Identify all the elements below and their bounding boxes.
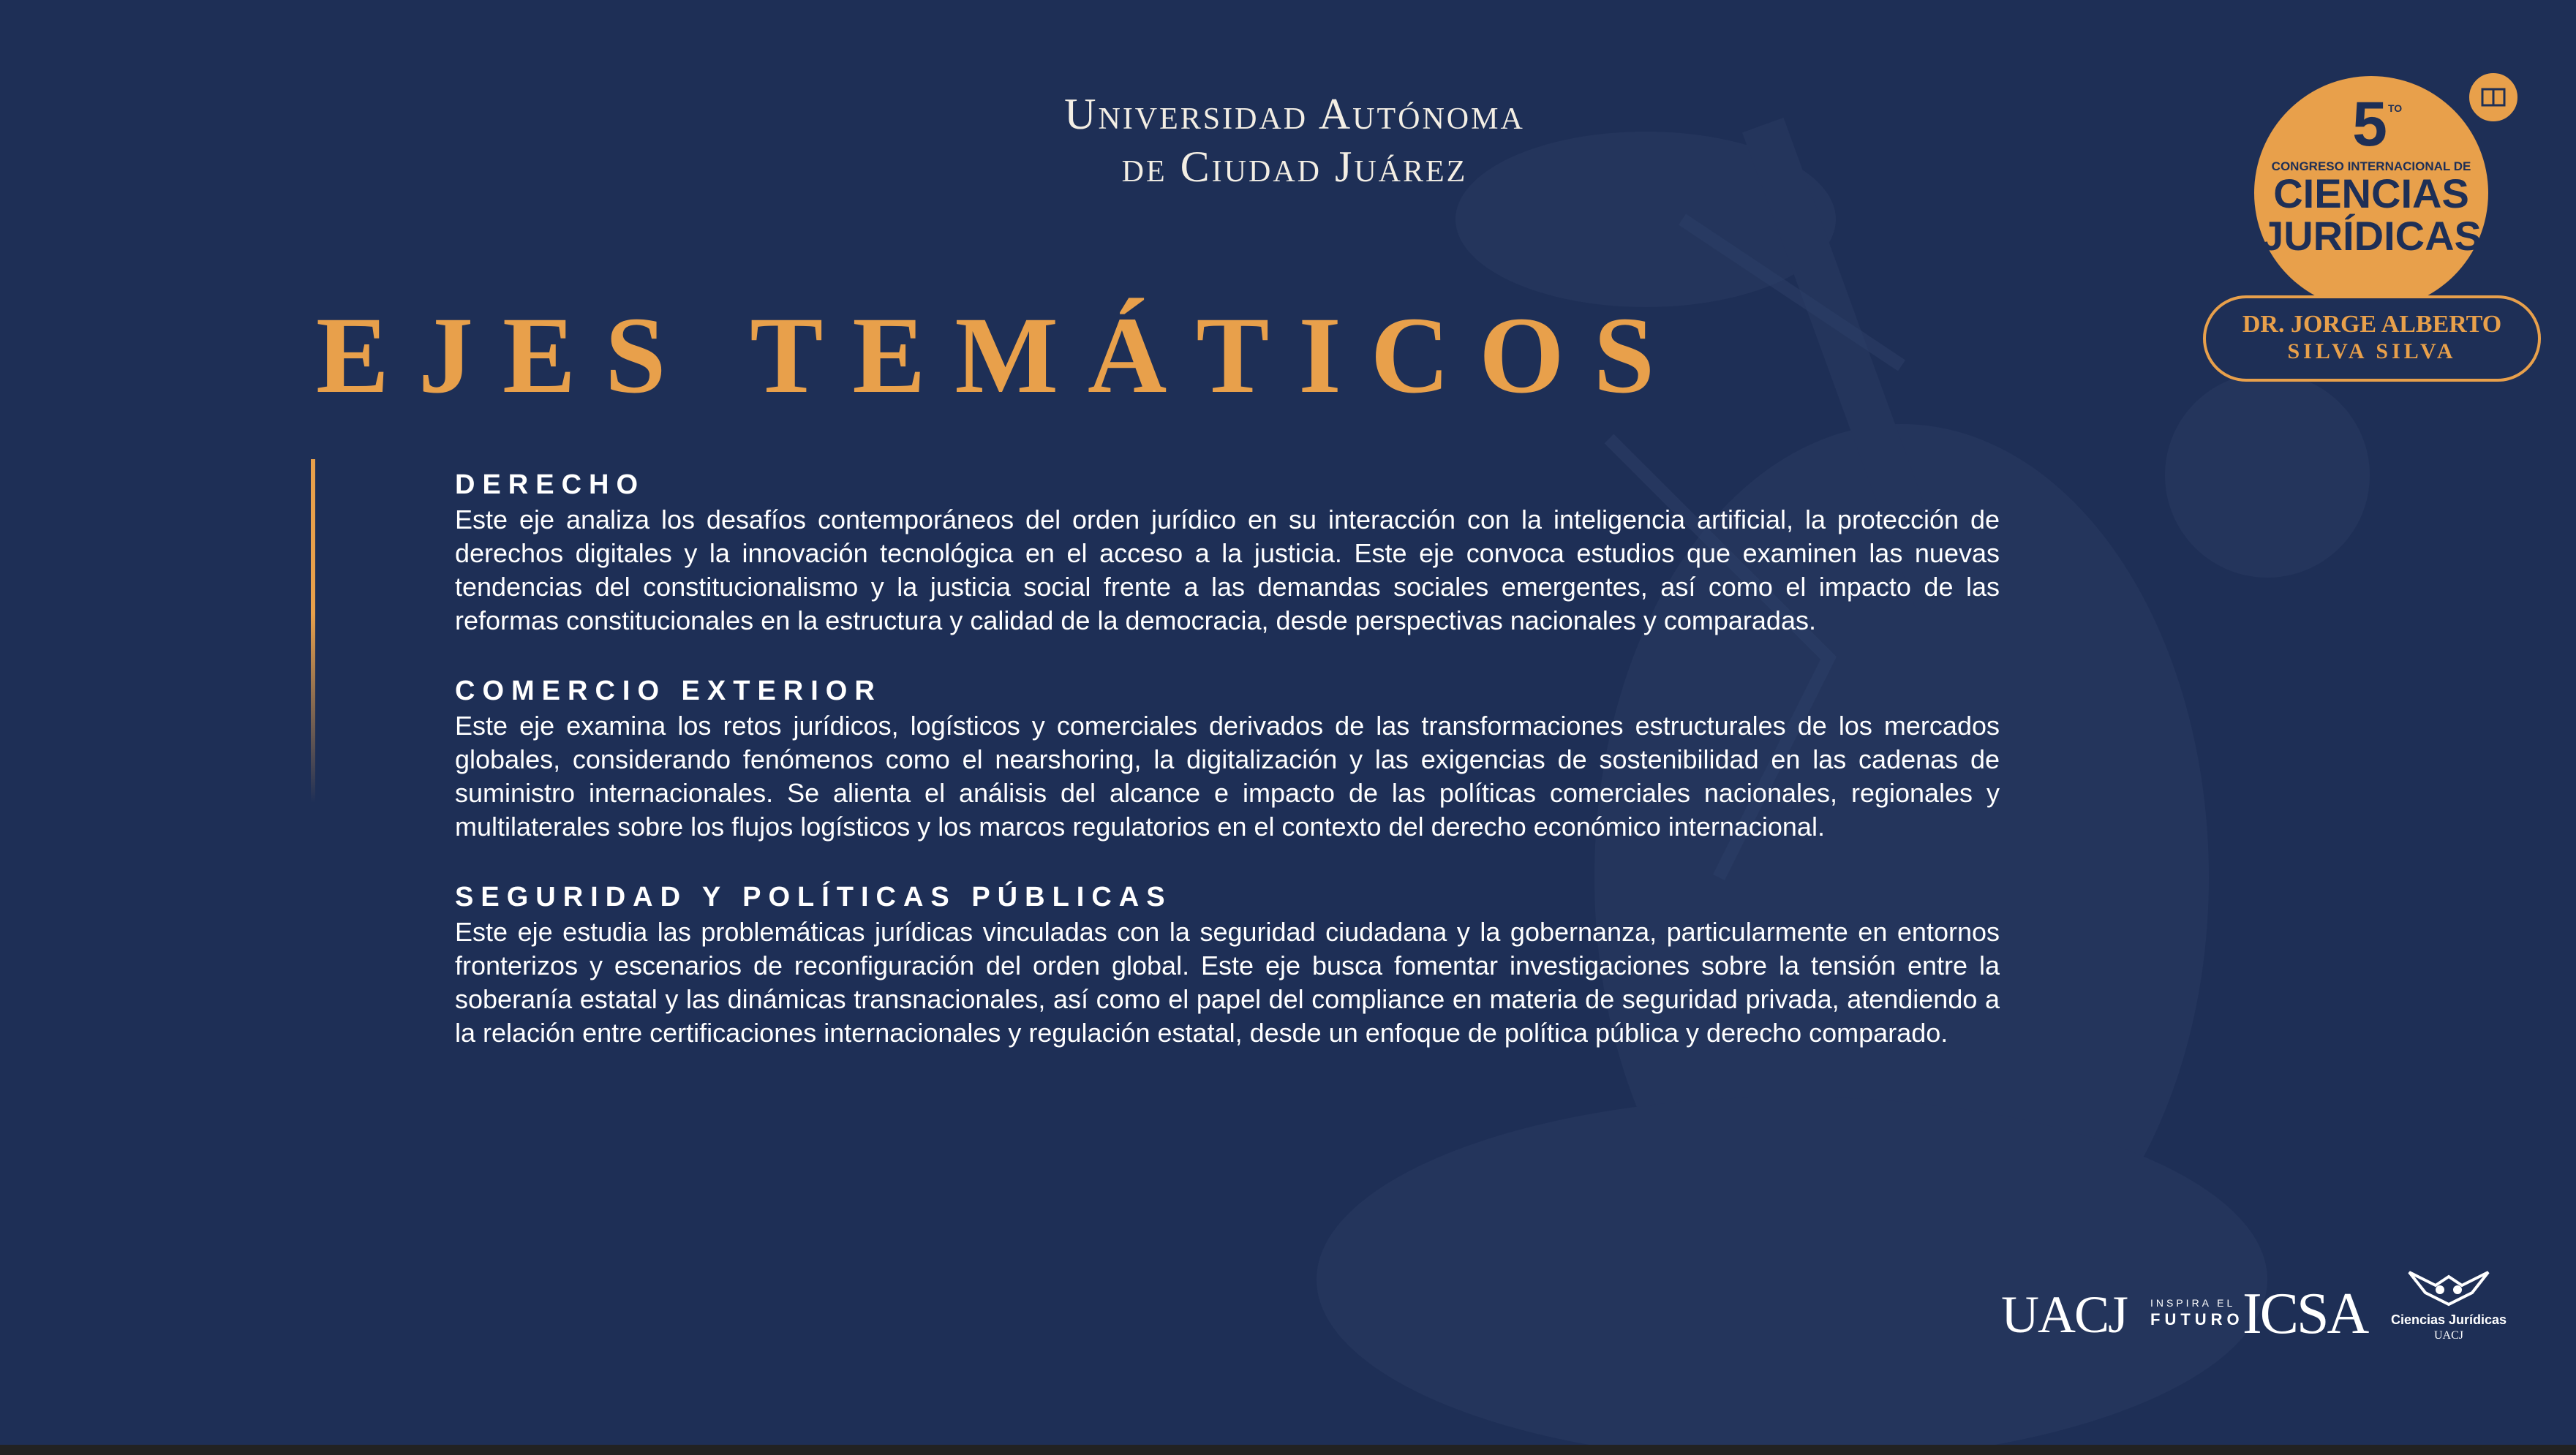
- badge-title: [2245, 170, 2497, 259]
- axis-title: DERECHO: [455, 469, 646, 500]
- uacj-logo: UACJ: [2001, 1285, 2128, 1344]
- uacj-tagline-line2: FUTURO: [2150, 1310, 2244, 1329]
- axis-description: Este eje analiza los desafíos contemporáneos del orden jurídico en su interacción con la inteligencia artificial, la protección de derechos digitales y la innovación tecnológica en el acceso a la justicia. Este eje convoca estudios que examinen las nuevas tendencias del constitucionalismo y la justicia social frente a las demandas sociales emergentes, así como el impacto de las reformas constitucionales en la estructura y calidad de la democracia, desde perspectivas nacionales y comparadas.: [455, 504, 2000, 635]
- axis-description: Este eje estudia las problemáticas jurídicas vinculadas con la seguridad ciudadana y la gobernanza, particularmente en entornos fronterizos y escenarios de reconfiguración del orden global. Este eje busca fomentar investigaciones sobre la tensión entre la soberanía estatal y las dinámicas transnacionales, así como el papel del compliance en materia de seguridad privada, atendiendo a la relación entre certificaciones internacionales y regulación estatal, desde un enfoque de política pública y derecho comparado.: [455, 917, 2000, 1048]
- bottom-border: [0, 1445, 2576, 1455]
- page-title: EJES TEMÁTICOS: [316, 295, 1684, 416]
- honoree-name: DR. JORGE ALBERTO: [2242, 311, 2502, 338]
- ciencias-juridicas-logo-sub: UACJ: [2433, 1329, 2463, 1342]
- thematic-axes-list: [455, 466, 2000, 1085]
- axis-description: Este eje examina los retos jurídicos, logísticos y comerciales derivados de las transformaciones estructurales de los mercados globales, considerando fenómenos como el nearshoring, la digitalización y las exigencias de sostenibilidad en las cadenas de suministro internacionales. Se alienta el análisis del alcance e impacto de las políticas comerciales nacionales, regionales y multilaterales sobre los flujos logísticos y los marcos regulatorios en el contexto del derecho económico internacional.: [455, 711, 2000, 842]
- axis-comercio-exterior: [455, 673, 2000, 844]
- university-name-line2: de Ciudad Juárez: [1121, 143, 1468, 191]
- book-icon-svg: [2469, 73, 2517, 121]
- honoree-surname: SILVA SILVA: [2287, 339, 2457, 363]
- badge-title-line1: CIENCIAS: [2273, 170, 2469, 216]
- university-name: [863, 88, 1726, 193]
- book-icon: [2466, 70, 2520, 124]
- accent-divider: [311, 459, 315, 803]
- owl-icon: [2406, 1263, 2491, 1310]
- axis-title: SEGURIDAD Y POLÍTICAS PÚBLICAS: [455, 882, 1172, 912]
- badge-title-line2: JURÍDICAS: [2261, 213, 2482, 259]
- badge-edition-suffix: TO: [2388, 102, 2403, 114]
- uacj-tagline-line1: INSPIRA EL: [2150, 1297, 2236, 1309]
- axis-derecho: [455, 466, 2000, 638]
- axis-seguridad-politicas-publicas: [455, 879, 2000, 1050]
- university-name-line1: Universidad Autónoma: [1064, 90, 1525, 138]
- honoree-pill: [2203, 295, 2541, 382]
- icsa-logo: ICSA: [2242, 1282, 2368, 1346]
- ciencias-juridicas-logo-name: Ciencias Jurídicas: [2390, 1312, 2507, 1327]
- uacj-tagline: [2150, 1296, 2244, 1329]
- badge-subtitle: CONGRESO INTERNACIONAL DE: [2271, 159, 2471, 173]
- axis-title: COMERCIO EXTERIOR: [455, 676, 882, 706]
- badge-edition-number: 5: [2352, 89, 2387, 159]
